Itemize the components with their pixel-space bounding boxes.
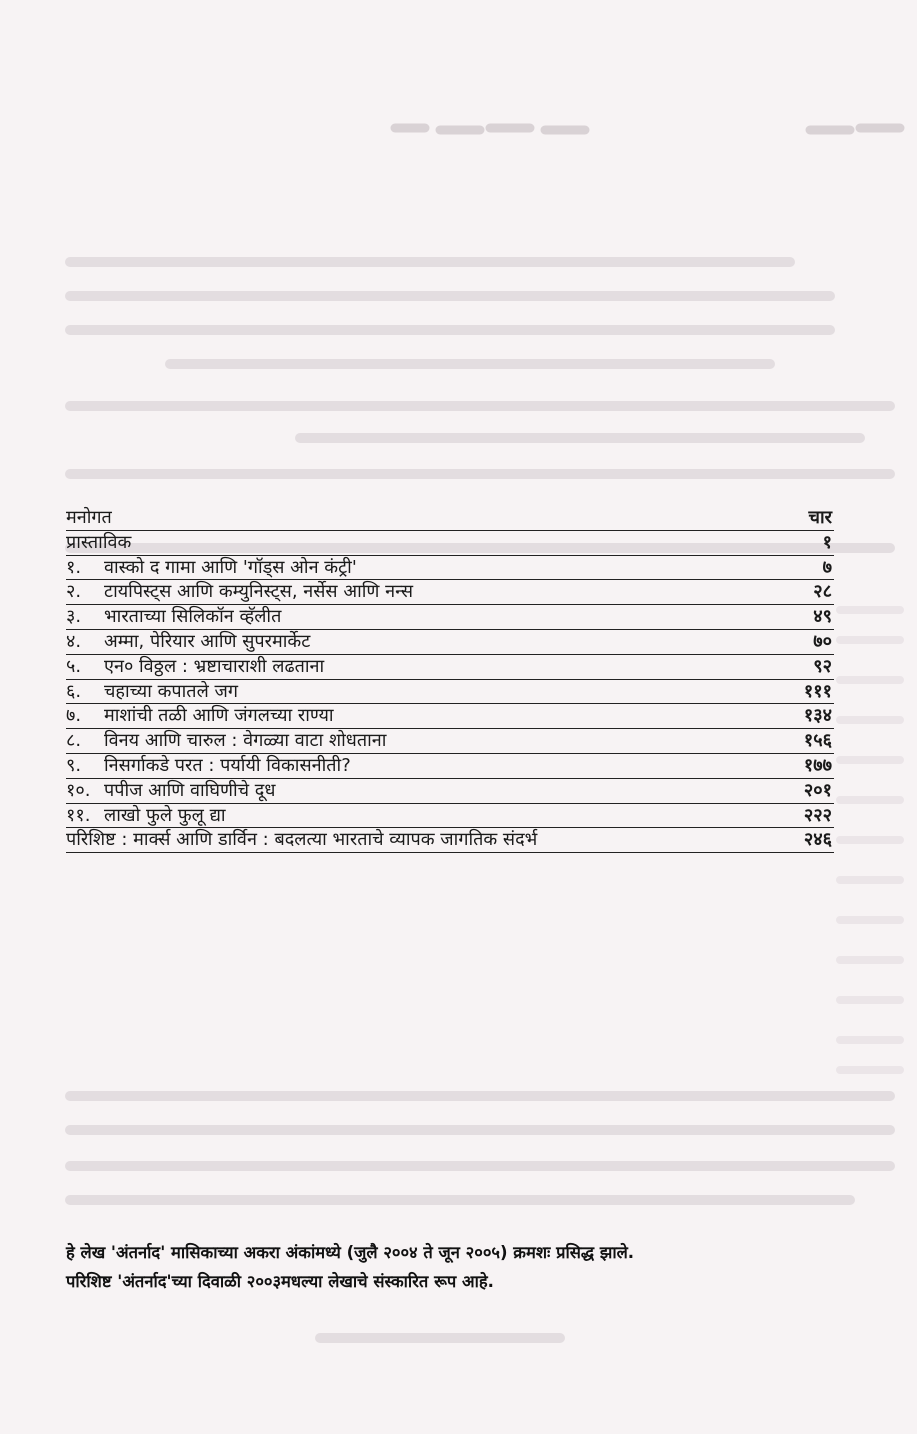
toc-entry[interactable] [66,630,834,655]
toc-entry[interactable] [66,531,834,556]
toc-entry-number: ६. [66,680,82,702]
toc-entry-number: २. [66,581,82,603]
toc-entry-title: विनय आणि चारुल : वेगळ्या वाटा शोधताना [104,730,387,752]
toc-entry-page: ९२ [813,655,832,677]
toc-entry[interactable] [66,506,834,531]
toc-entry[interactable] [66,828,834,853]
toc-entry[interactable] [66,729,834,754]
toc-entry-number: १. [66,556,82,578]
toc-entry[interactable] [66,704,834,729]
toc-entry-number: ९. [66,754,82,776]
toc-entry-page: २२२ [803,804,832,826]
toc-entry-page: ७० [813,630,832,652]
toc-entry-page: २०१ [803,779,832,801]
toc-entry[interactable] [66,779,834,804]
toc-entry[interactable] [66,754,834,779]
toc-entry-page: १३४ [803,705,832,727]
toc-entry-title: मनोगत [66,507,112,528]
publication-note [66,1238,866,1296]
toc-entry-title: एन० विठ्ठल : भ्रष्टाचाराशी लढताना [104,655,325,677]
toc-entry-title: वास्को द गामा आणि 'गॉड्स ओन कंट्री' [104,556,357,578]
toc-entry-number: ८. [66,730,82,752]
publication-note-line: परिशिष्ट 'अंतर्नाद'च्या दिवाळी २००३मधल्या लेखाचे संस्कारित रूप आहे. [66,1272,494,1291]
toc-entry[interactable] [66,605,834,630]
toc-entry-title: भारताच्या सिलिकॉन व्हॅलीत [104,606,282,628]
toc-entry-title: परिशिष्ट : मार्क्स आणि डार्विन : बदलत्या भारताचे व्यापक जागतिक संदर्भ [66,829,538,851]
toc-entry-number: ३. [66,606,82,628]
toc-entry-number: ५. [66,655,82,677]
toc-entry[interactable] [66,680,834,705]
toc-entry-number: ७. [66,705,82,727]
toc-entry-title: प्रास्ताविक [66,531,132,553]
toc-entry-number: ४. [66,630,82,652]
toc-entry-number: १०. [66,779,91,801]
toc-entry-title: अम्मा, पेरियार आणि सुपरमार्केट [104,630,311,652]
toc-entry-page: चार [808,507,832,528]
toc-entry-title: पपीज आणि वाघिणीचे दूध [104,779,276,801]
toc-entry-page: ७ [822,556,832,578]
table-of-contents [66,506,834,853]
publication-note-line: हे लेख 'अंतर्नाद' मासिकाच्या अकरा अंकांमध्ये (जुलै २००४ ते जून २००५) क्रमशः प्रसिद्ध झाले. [66,1243,635,1262]
toc-entry-page: १५६ [803,730,832,752]
toc-entry-page: ४९ [813,606,832,628]
toc-entry[interactable] [66,556,834,581]
toc-entry-page: २४६ [803,829,832,851]
toc-entry-title: माशांची तळी आणि जंगलच्या राण्या [104,705,334,727]
toc-entry-number: ११. [66,804,91,826]
toc-entry[interactable] [66,655,834,680]
toc-entry-page: १ [822,531,832,553]
toc-entry-title: चहाच्या कपातले जग [104,680,238,702]
toc-entry-page: १७७ [803,754,832,776]
toc-entry[interactable] [66,580,834,605]
toc-entry-title: लाखो फुले फुलू द्या [104,804,226,826]
toc-entry[interactable] [66,804,834,829]
toc-entry-title: टायपिस्ट्स आणि कम्युनिस्ट्स, नर्सेस आणि नन्स [104,581,414,603]
toc-entry-title: निसर्गाकडे परत : पर्यायी विकासनीती? [104,754,351,776]
toc-entry-page: १११ [803,680,832,702]
toc-entry-page: २८ [813,581,832,603]
